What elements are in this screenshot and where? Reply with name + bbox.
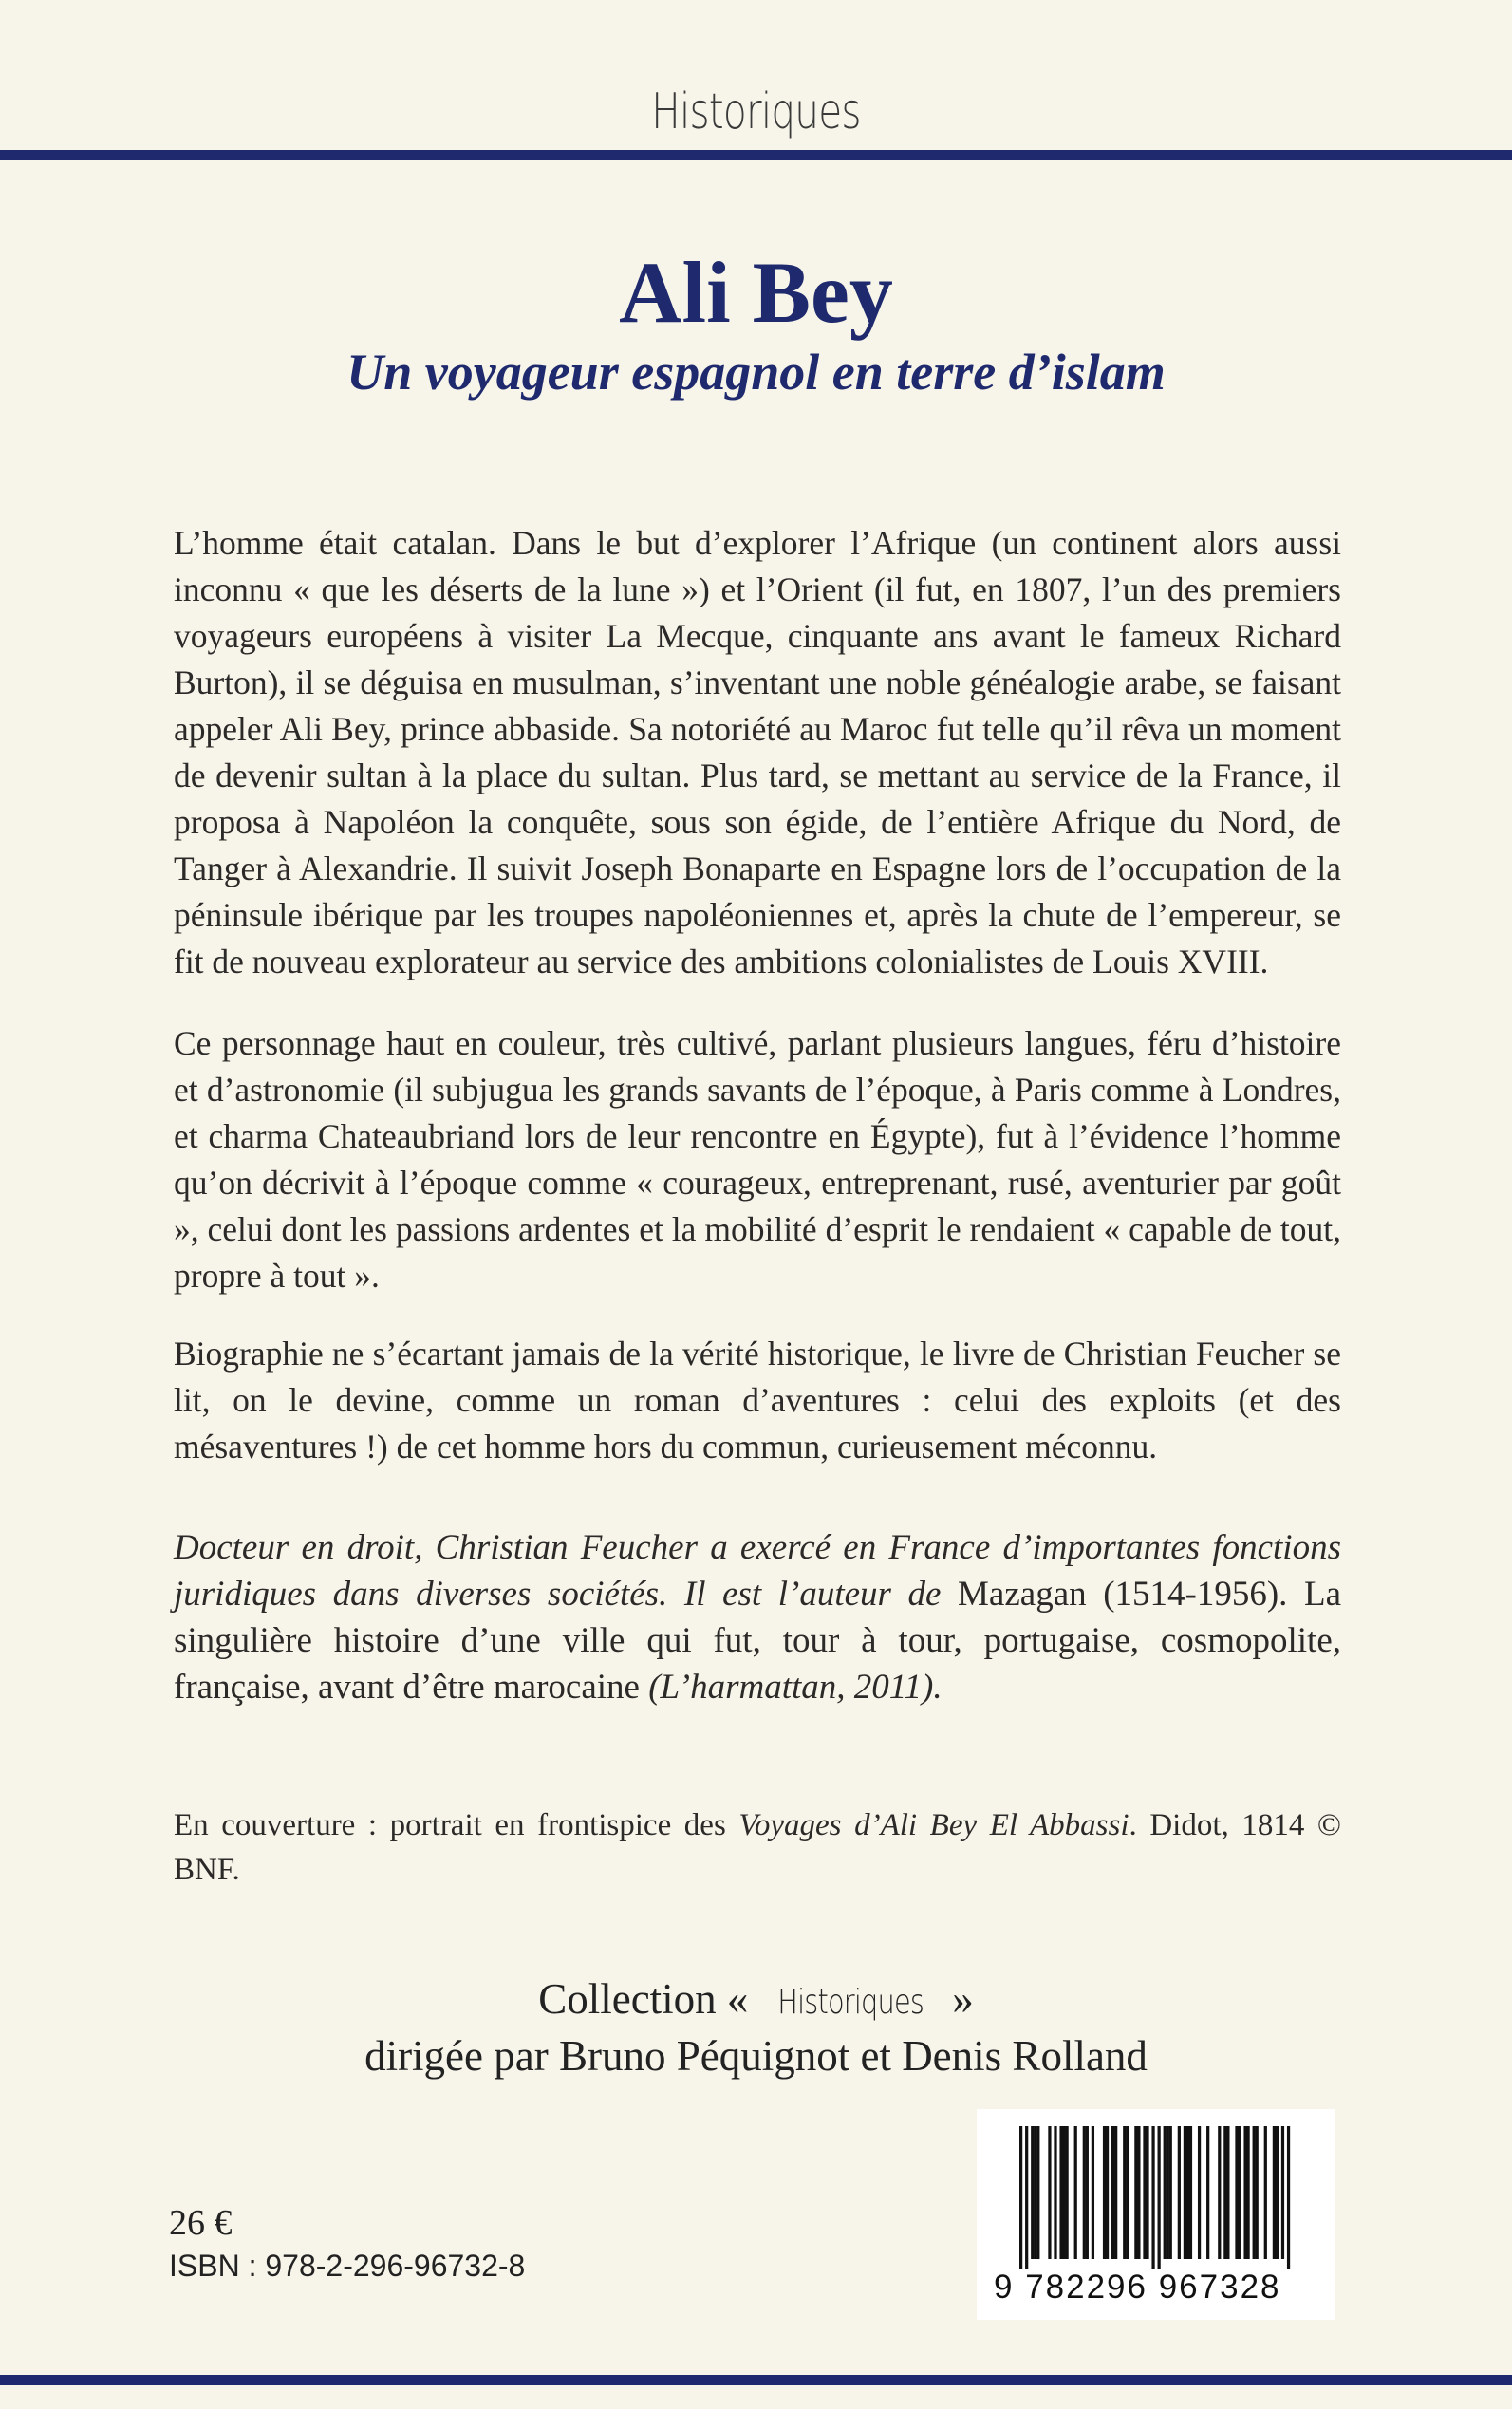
barcode-bar (1062, 2126, 1065, 2259)
cover-credit (174, 1803, 1341, 1893)
barcode-bar (1276, 2126, 1279, 2259)
bottom-rule (0, 2375, 1512, 2385)
barcode-bar (1059, 2126, 1062, 2259)
cover-credit-suffix: . Didot, 1814 © BNF. (174, 1808, 1341, 1887)
barcode-bar (1106, 2126, 1109, 2259)
barcode-bar (1126, 2126, 1129, 2259)
barcode-bar (1151, 2126, 1154, 2269)
barcode-bar (1031, 2126, 1034, 2259)
barcode-bar (1054, 2126, 1056, 2259)
barcode-bar (1273, 2126, 1276, 2259)
collection-series-name: Historiques (776, 1983, 924, 2022)
barcode-bar (1036, 2126, 1039, 2259)
barcode-bar (1019, 2126, 1022, 2269)
barcode-bar (1264, 2126, 1267, 2259)
barcode-bar (1048, 2126, 1051, 2259)
barcode-bar (1164, 2126, 1167, 2259)
barcode-bars (1019, 2126, 1293, 2269)
barcode-bar (1238, 2126, 1241, 2259)
barcode-bar (1134, 2126, 1137, 2259)
book-subtitle: Un voyageur espagnol en terre d’islam (346, 344, 1166, 401)
collection-info (0, 1972, 1512, 2082)
barcode-bar (1235, 2126, 1238, 2259)
barcode-bar (1246, 2126, 1249, 2259)
barcode-bar (1086, 2126, 1089, 2259)
blurb-paragraph-3: Biographie ne s’écartant jamais de la vérité historique, le livre de Christian Feucher se lit, on le devine, comme un roman d’aventures : celui des exploits (et des mésaventures !) de cet homme hors du commun, curieusement méconnu. (174, 1335, 1341, 1466)
barcode-bar (1123, 2126, 1126, 2259)
barcode-bar (1083, 2126, 1086, 2259)
barcode-bar (1189, 2126, 1192, 2259)
barcode-bar (1184, 2126, 1186, 2259)
collection-editors: dirigée par Bruno Péquignot et Denis Rolland (364, 2032, 1148, 2080)
barcode-bar (1281, 2126, 1284, 2259)
barcode-bar (1092, 2126, 1094, 2259)
barcode-bar (1034, 2126, 1036, 2259)
barcode-bar (1074, 2126, 1077, 2259)
barcode-bar (1111, 2126, 1114, 2259)
price: 26 € (169, 2203, 233, 2243)
top-rule (0, 150, 1512, 160)
author-bio-work: Mazagan (1514-1956). La singulière histoire d’une ville qui fut, tour à tour, portugaise, cosmopolite, française, avant d’être marocaine (174, 1575, 1342, 1707)
barcode-bar (1025, 2126, 1028, 2269)
barcode-bar (1066, 2126, 1069, 2259)
cover-credit-prefix: En couverture : portrait en frontispice des (174, 1808, 739, 1842)
barcode-bar (1287, 2126, 1290, 2269)
author-bio (174, 1524, 1341, 1710)
barcode-bar (1218, 2126, 1221, 2259)
barcode-bar (1137, 2126, 1140, 2259)
barcode-bar (1158, 2126, 1161, 2269)
barcode-bar (1167, 2126, 1169, 2259)
barcode-bar (1146, 2126, 1148, 2259)
barcode-bar (1198, 2126, 1201, 2259)
barcode (977, 2109, 1335, 2320)
barcode-bar (1178, 2126, 1181, 2259)
barcode-bar (1114, 2126, 1117, 2259)
barcode-digits: 9 782296 967328 (994, 2269, 1281, 2306)
barcode-bar (1103, 2126, 1106, 2259)
barcode-bar (1206, 2126, 1209, 2259)
barcode-bar (1243, 2126, 1246, 2259)
blurb-paragraph-1: L’homme était catalan. Dans le but d’explorer l’Afrique (un continent alors aussi inconnu « que les déserts de la lune ») et l’Orient (il fut, en 1807, l’un des premiers voyageurs européens à visiter La Mecque, cinquante ans avant le fameux Richard Burton), il se déguisa en musulman, s’inventant une noble généalogie arabe, se faisant appeler Ali Bey, prince abbaside. Sa notoriété au Maroc fut telle qu’il rêva un moment de devenir sultan à la place du sultan. Plus tard, se mettant au service de la France, il proposa à Napoléon la conquête, sous son égide, de l’entière Afrique du Nord, de Tanger à Alexandrie. Il suivit Joseph Bonaparte en Espagne lors de l’occupation de la péninsule ibérique par les troupes napoléoniennes et, après la chute de l’empereur, se fit de nouveau explorateur au service des ambitions colonialistes de Louis XVIII. (174, 524, 1341, 980)
barcode-bar (1223, 2126, 1226, 2259)
barcode-bar (1143, 2126, 1146, 2259)
series-label: Historiques (651, 84, 861, 140)
barcode-bar (1253, 2126, 1256, 2259)
collection-line: Collection « Historiques » (0, 1972, 1512, 2029)
blurb-paragraph-2: Ce personnage haut en couleur, très cultivé, parlant plusieurs langues, féru d’histoire et d’astronomie (il subjugua les grands savants de l’époque, à Paris comme à Londres, et charma Chateaubriand lors de leur rencontre en Égypte), fut à l’évidence l’homme qu’on décrivit à l’époque comme « courageux, entreprenant, rusé, aventurier par goût », celui dont les passions ardentes et la mobilité d’esprit le rendaient « capable de tout, propre à tout ». (174, 1024, 1341, 1295)
isbn: ISBN : 978-2-296-96732-8 (169, 2249, 526, 2283)
barcode-bar (1169, 2126, 1172, 2259)
barcode-bar (1226, 2126, 1229, 2259)
author-bio-publisher: (L’harmattan, 2011). (648, 1668, 943, 1707)
author-bio-intro: Docteur en droit, Christian Feucher a exercé en France d’importantes fonctions juridiques dans diverses sociétés. Il est l’auteur de (174, 1528, 1341, 1614)
book-title: Ali Bey (619, 244, 893, 341)
barcode-bar (1256, 2126, 1259, 2259)
barcode-bar (1186, 2126, 1189, 2259)
cover-credit-work: Voyages d’Ali Bey El Abbassi (738, 1808, 1129, 1842)
